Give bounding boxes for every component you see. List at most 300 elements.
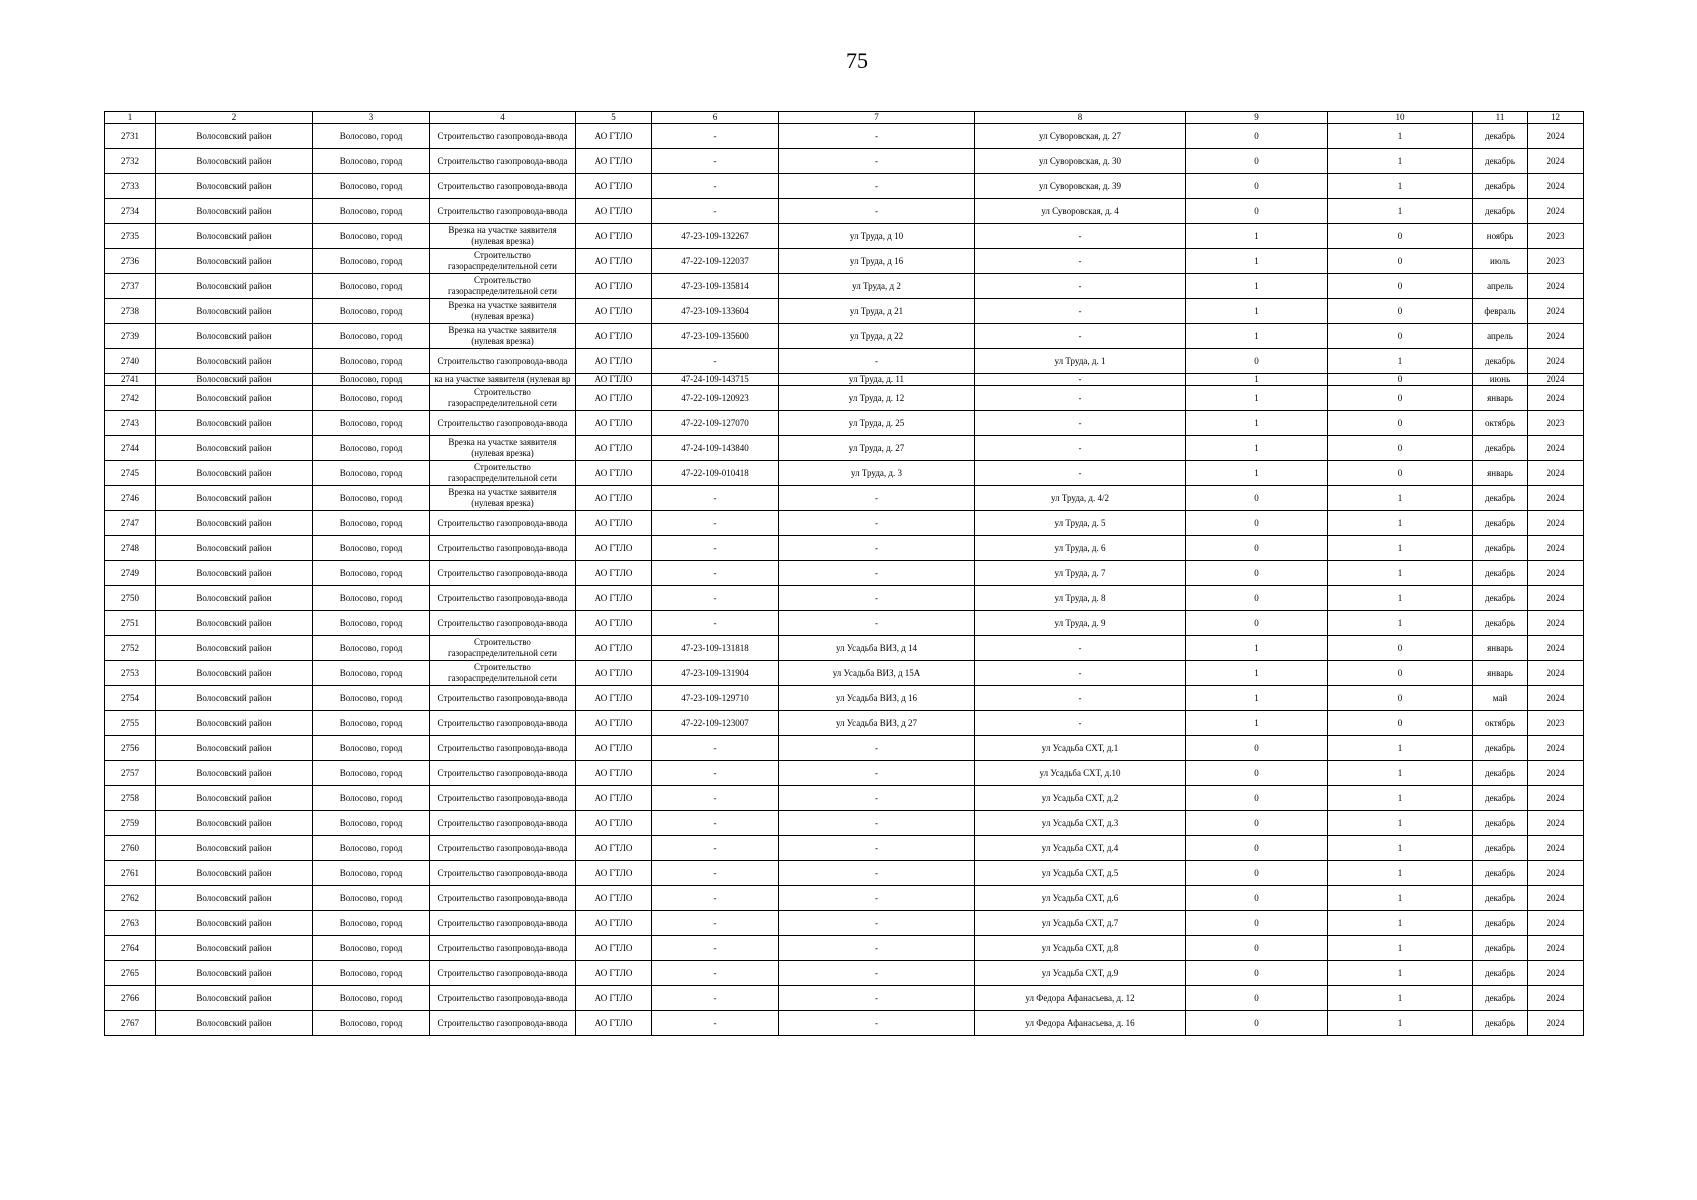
year-cell: 2024 [1528,436,1584,461]
count-9-cell: 0 [1186,911,1328,936]
work-type-cell: Строительство газопровода-ввода [430,511,576,536]
row-number-cell: 2766 [105,986,156,1011]
object-address-cell: - [779,561,975,586]
application-number-cell: - [652,986,779,1011]
second-address-cell: ул Усадьба СХТ, д.10 [975,761,1186,786]
application-number-cell: 47-23-109-129710 [652,686,779,711]
count-10-cell: 1 [1328,786,1473,811]
count-9-cell: 0 [1186,861,1328,886]
object-address-cell: ул Труда, д. 27 [779,436,975,461]
application-number-cell: - [652,561,779,586]
year-cell: 2024 [1528,886,1584,911]
month-cell: декабрь [1473,986,1528,1011]
organization-cell: АО ГТЛО [576,686,652,711]
table-row [105,536,1584,561]
count-9-cell: 0 [1186,761,1328,786]
second-address-cell: ул Суворовская, д. 4 [975,199,1186,224]
table-row [105,1011,1584,1036]
month-cell: декабрь [1473,961,1528,986]
month-cell: декабрь [1473,736,1528,761]
organization-cell: АО ГТЛО [576,174,652,199]
locality-cell: Волосово, город [313,911,430,936]
count-10-cell: 1 [1328,861,1473,886]
locality-cell: Волосово, город [313,961,430,986]
count-10-cell: 1 [1328,936,1473,961]
work-type-cell: Врезка на участке заявителя (нулевая врезка) [430,324,576,349]
second-address-cell: - [975,661,1186,686]
row-number-cell: 2759 [105,811,156,836]
locality-cell: Волосово, город [313,611,430,636]
locality-cell: Волосово, город [313,736,430,761]
application-number-cell: - [652,611,779,636]
district-cell: Волосовский район [156,411,313,436]
count-10-cell: 0 [1328,324,1473,349]
table-row [105,249,1584,274]
count-10-cell: 1 [1328,486,1473,511]
locality-cell: Волосово, город [313,711,430,736]
column-header: 8 [975,112,1186,124]
row-number-cell: 2744 [105,436,156,461]
application-number-cell: - [652,761,779,786]
count-10-cell: 1 [1328,886,1473,911]
object-address-cell: ул Усадьба ВИЗ, д 15А [779,661,975,686]
second-address-cell: - [975,224,1186,249]
row-number-cell: 2732 [105,149,156,174]
district-cell: Волосовский район [156,686,313,711]
row-number-cell: 2740 [105,349,156,374]
organization-cell: АО ГТЛО [576,411,652,436]
second-address-cell: - [975,711,1186,736]
organization-cell: АО ГТЛО [576,324,652,349]
count-9-cell: 0 [1186,886,1328,911]
district-cell: Волосовский район [156,124,313,149]
work-type-cell: Строительство газопровода-ввода [430,786,576,811]
month-cell: январь [1473,461,1528,486]
count-10-cell: 1 [1328,611,1473,636]
count-10-cell: 1 [1328,174,1473,199]
organization-cell: АО ГТЛО [576,961,652,986]
work-type-cell: Строительство газопровода-ввода [430,149,576,174]
count-10-cell: 0 [1328,661,1473,686]
district-cell: Волосовский район [156,661,313,686]
organization-cell: АО ГТЛО [576,936,652,961]
locality-cell: Волосово, город [313,636,430,661]
count-10-cell: 1 [1328,199,1473,224]
application-number-cell: 47-23-109-135600 [652,324,779,349]
count-9-cell: 0 [1186,936,1328,961]
year-cell: 2024 [1528,811,1584,836]
district-cell: Волосовский район [156,636,313,661]
table-row [105,324,1584,349]
month-cell: декабрь [1473,486,1528,511]
application-number-cell: - [652,836,779,861]
month-cell: декабрь [1473,761,1528,786]
organization-cell: АО ГТЛО [576,511,652,536]
header-row [105,112,1584,124]
year-cell: 2024 [1528,274,1584,299]
second-address-cell: ул Труда, д. 5 [975,511,1186,536]
organization-cell: АО ГТЛО [576,586,652,611]
month-cell: июль [1473,249,1528,274]
count-9-cell: 0 [1186,536,1328,561]
count-9-cell: 1 [1186,274,1328,299]
count-9-cell: 1 [1186,386,1328,411]
count-10-cell: 0 [1328,461,1473,486]
work-type-cell: Строительство газопровода-ввода [430,536,576,561]
table-row [105,461,1584,486]
locality-cell: Волосово, город [313,886,430,911]
application-number-cell: 47-23-109-133604 [652,299,779,324]
application-number-cell: 47-22-109-010418 [652,461,779,486]
application-number-cell: 47-22-109-123007 [652,711,779,736]
application-number-cell: - [652,886,779,911]
application-number-cell: - [652,486,779,511]
second-address-cell: ул Труда, д. 1 [975,349,1186,374]
district-cell: Волосовский район [156,836,313,861]
month-cell: январь [1473,386,1528,411]
month-cell: май [1473,686,1528,711]
locality-cell: Волосово, город [313,224,430,249]
second-address-cell: - [975,249,1186,274]
row-number-cell: 2767 [105,1011,156,1036]
table-row [105,274,1584,299]
month-cell: декабрь [1473,561,1528,586]
second-address-cell: - [975,636,1186,661]
year-cell: 2024 [1528,174,1584,199]
second-address-cell: - [975,436,1186,461]
year-cell: 2023 [1528,249,1584,274]
locality-cell: Волосово, город [313,374,430,386]
count-10-cell: 0 [1328,411,1473,436]
organization-cell: АО ГТЛО [576,886,652,911]
work-type-cell: Строительство газопровода-ввода [430,911,576,936]
application-number-cell: - [652,124,779,149]
district-cell: Волосовский район [156,149,313,174]
row-number-cell: 2743 [105,411,156,436]
organization-cell: АО ГТЛО [576,1011,652,1036]
count-10-cell: 0 [1328,274,1473,299]
table-row [105,936,1584,961]
object-address-cell: ул Усадьба ВИЗ, д 14 [779,636,975,661]
count-9-cell: 0 [1186,349,1328,374]
second-address-cell: ул Труда, д. 6 [975,536,1186,561]
locality-cell: Волосово, город [313,324,430,349]
second-address-cell: ул Труда, д. 8 [975,586,1186,611]
object-address-cell: - [779,786,975,811]
count-9-cell: 0 [1186,736,1328,761]
month-cell: декабрь [1473,174,1528,199]
district-cell: Волосовский район [156,274,313,299]
count-10-cell: 1 [1328,961,1473,986]
month-cell: октябрь [1473,411,1528,436]
locality-cell: Волосово, город [313,561,430,586]
row-number-cell: 2746 [105,486,156,511]
table-row [105,811,1584,836]
locality-cell: Волосово, город [313,511,430,536]
district-cell: Волосовский район [156,349,313,374]
work-type-cell: Строительство газораспределительной сети [430,249,576,274]
application-number-cell: - [652,961,779,986]
application-number-cell: 47-22-109-122037 [652,249,779,274]
column-header: 10 [1328,112,1473,124]
application-number-cell: 47-23-109-135814 [652,274,779,299]
year-cell: 2024 [1528,374,1584,386]
object-address-cell: - [779,486,975,511]
register-table [104,111,1584,1036]
object-address-cell: ул Труда, д 21 [779,299,975,324]
application-number-cell: 47-23-109-131818 [652,636,779,661]
application-number-cell: - [652,1011,779,1036]
table-row [105,686,1584,711]
work-type-cell: Строительство газопровода-ввода [430,836,576,861]
second-address-cell: ул Федора Афанасьева, д. 16 [975,1011,1186,1036]
second-address-cell: ул Суворовская, д. 27 [975,124,1186,149]
locality-cell: Волосово, город [313,461,430,486]
count-10-cell: 0 [1328,386,1473,411]
locality-cell: Волосово, город [313,274,430,299]
application-number-cell: - [652,911,779,936]
count-9-cell: 1 [1186,636,1328,661]
work-type-cell: Строительство газопровода-ввода [430,811,576,836]
row-number-cell: 2734 [105,199,156,224]
application-number-cell: - [652,149,779,174]
second-address-cell: - [975,324,1186,349]
month-cell: декабрь [1473,199,1528,224]
work-type-cell: Врезка на участке заявителя (нулевая врезка) [430,299,576,324]
count-9-cell: 1 [1186,299,1328,324]
district-cell: Волосовский район [156,936,313,961]
organization-cell: АО ГТЛО [576,761,652,786]
year-cell: 2024 [1528,124,1584,149]
table-row [105,199,1584,224]
work-type-cell: Строительство газопровода-ввода [430,174,576,199]
locality-cell: Волосово, город [313,486,430,511]
row-number-cell: 2753 [105,661,156,686]
column-header: 9 [1186,112,1328,124]
district-cell: Волосовский район [156,761,313,786]
second-address-cell: ул Труда, д. 7 [975,561,1186,586]
object-address-cell: ул Труда, д 10 [779,224,975,249]
work-type-cell: Строительство газопровода-ввода [430,611,576,636]
second-address-cell: ул Усадьба СХТ, д.7 [975,911,1186,936]
object-address-cell: - [779,836,975,861]
object-address-cell: ул Усадьба ВИЗ, д 27 [779,711,975,736]
organization-cell: АО ГТЛО [576,349,652,374]
column-header: 1 [105,112,156,124]
count-10-cell: 1 [1328,761,1473,786]
count-9-cell: 0 [1186,1011,1328,1036]
object-address-cell: - [779,511,975,536]
count-9-cell: 0 [1186,511,1328,536]
row-number-cell: 2748 [105,536,156,561]
application-number-cell: - [652,199,779,224]
month-cell: декабрь [1473,436,1528,461]
count-10-cell: 1 [1328,836,1473,861]
year-cell: 2024 [1528,911,1584,936]
month-cell: декабрь [1473,149,1528,174]
month-cell: апрель [1473,274,1528,299]
month-cell: декабрь [1473,124,1528,149]
year-cell: 2024 [1528,1011,1584,1036]
table-row [105,124,1584,149]
table-row [105,786,1584,811]
year-cell: 2024 [1528,936,1584,961]
month-cell: февраль [1473,299,1528,324]
district-cell: Волосовский район [156,299,313,324]
district-cell: Волосовский район [156,511,313,536]
locality-cell: Волосово, город [313,411,430,436]
application-number-cell: 47-22-109-120923 [652,386,779,411]
locality-cell: Волосово, город [313,786,430,811]
table-row [105,911,1584,936]
count-10-cell: 1 [1328,736,1473,761]
count-10-cell: 0 [1328,636,1473,661]
district-cell: Волосовский район [156,536,313,561]
organization-cell: АО ГТЛО [576,611,652,636]
work-type-cell: Строительство газопровода-ввода [430,561,576,586]
month-cell: декабрь [1473,911,1528,936]
year-cell: 2024 [1528,486,1584,511]
object-address-cell: - [779,861,975,886]
object-address-cell: ул Труда, д. 11 [779,374,975,386]
second-address-cell: ул Суворовская, д. 39 [975,174,1186,199]
row-number-cell: 2762 [105,886,156,911]
row-number-cell: 2754 [105,686,156,711]
table-row [105,486,1584,511]
year-cell: 2024 [1528,299,1584,324]
month-cell: декабрь [1473,586,1528,611]
organization-cell: АО ГТЛО [576,636,652,661]
year-cell: 2024 [1528,986,1584,1011]
year-cell: 2024 [1528,636,1584,661]
year-cell: 2024 [1528,861,1584,886]
work-type-cell: Строительство газопровода-ввода [430,986,576,1011]
work-type-cell: Строительство газопровода-ввода [430,411,576,436]
organization-cell: АО ГТЛО [576,224,652,249]
count-9-cell: 1 [1186,436,1328,461]
second-address-cell: ул Усадьба СХТ, д.2 [975,786,1186,811]
year-cell: 2024 [1528,961,1584,986]
row-number-cell: 2757 [105,761,156,786]
district-cell: Волосовский район [156,911,313,936]
month-cell: декабрь [1473,886,1528,911]
work-type-cell: Строительство газопровода-ввода [430,736,576,761]
application-number-cell: - [652,349,779,374]
application-number-cell: 47-23-109-132267 [652,224,779,249]
second-address-cell: ул Усадьба СХТ, д.9 [975,961,1186,986]
locality-cell: Волосово, город [313,586,430,611]
organization-cell: АО ГТЛО [576,386,652,411]
count-10-cell: 1 [1328,986,1473,1011]
work-type-cell: Строительство газопровода-ввода [430,1011,576,1036]
month-cell: декабрь [1473,536,1528,561]
locality-cell: Волосово, город [313,124,430,149]
year-cell: 2024 [1528,736,1584,761]
district-cell: Волосовский район [156,586,313,611]
district-cell: Волосовский район [156,561,313,586]
month-cell: декабрь [1473,349,1528,374]
table-row [105,436,1584,461]
month-cell: январь [1473,661,1528,686]
work-type-cell: Строительство газораспределительной сети [430,636,576,661]
year-cell: 2023 [1528,224,1584,249]
work-type-cell: Строительство газопровода-ввода [430,886,576,911]
row-number-cell: 2761 [105,861,156,886]
application-number-cell: - [652,786,779,811]
table-row [105,224,1584,249]
second-address-cell: ул Усадьба СХТ, д.6 [975,886,1186,911]
locality-cell: Волосово, город [313,349,430,374]
count-9-cell: 0 [1186,561,1328,586]
month-cell: декабрь [1473,786,1528,811]
column-header: 6 [652,112,779,124]
count-9-cell: 1 [1186,686,1328,711]
row-number-cell: 2739 [105,324,156,349]
organization-cell: АО ГТЛО [576,274,652,299]
district-cell: Волосовский район [156,611,313,636]
application-number-cell: - [652,174,779,199]
second-address-cell: ул Федора Афанасьева, д. 12 [975,986,1186,1011]
district-cell: Волосовский район [156,736,313,761]
locality-cell: Волосово, город [313,199,430,224]
year-cell: 2023 [1528,711,1584,736]
organization-cell: АО ГТЛО [576,124,652,149]
count-10-cell: 0 [1328,686,1473,711]
district-cell: Волосовский район [156,374,313,386]
organization-cell: АО ГТЛО [576,149,652,174]
month-cell: апрель [1473,324,1528,349]
column-header: 2 [156,112,313,124]
locality-cell: Волосово, город [313,174,430,199]
row-number-cell: 2764 [105,936,156,961]
organization-cell: АО ГТЛО [576,199,652,224]
column-header: 4 [430,112,576,124]
locality-cell: Волосово, город [313,811,430,836]
second-address-cell: - [975,411,1186,436]
organization-cell: АО ГТЛО [576,249,652,274]
object-address-cell: - [779,611,975,636]
second-address-cell: ул Труда, д. 9 [975,611,1186,636]
row-number-cell: 2749 [105,561,156,586]
organization-cell: АО ГТЛО [576,299,652,324]
application-number-cell: - [652,936,779,961]
count-9-cell: 1 [1186,711,1328,736]
year-cell: 2024 [1528,586,1584,611]
month-cell: декабрь [1473,936,1528,961]
count-9-cell: 0 [1186,124,1328,149]
year-cell: 2024 [1528,761,1584,786]
district-cell: Волосовский район [156,199,313,224]
object-address-cell: ул Труда, д. 12 [779,386,975,411]
count-10-cell: 1 [1328,811,1473,836]
count-9-cell: 0 [1186,611,1328,636]
object-address-cell: - [779,586,975,611]
work-type-cell: Строительство газораспределительной сети [430,661,576,686]
table-row [105,611,1584,636]
organization-cell: АО ГТЛО [576,861,652,886]
count-10-cell: 1 [1328,536,1473,561]
table-row [105,561,1584,586]
work-type-cell: Строительство газораспределительной сети [430,386,576,411]
count-9-cell: 0 [1186,961,1328,986]
count-9-cell: 1 [1186,224,1328,249]
district-cell: Волосовский район [156,711,313,736]
count-10-cell: 1 [1328,149,1473,174]
table-body [105,124,1584,1036]
year-cell: 2024 [1528,511,1584,536]
table-row [105,411,1584,436]
year-cell: 2024 [1528,686,1584,711]
